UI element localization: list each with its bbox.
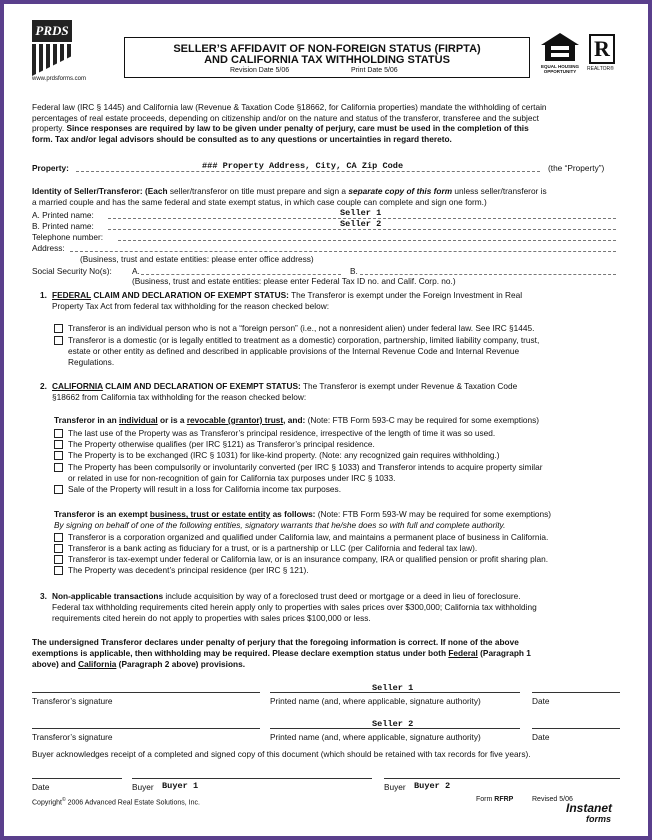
- section3-line3: requirements cited herein do not apply to properties with sales prices $100,000 or less.: [52, 613, 371, 623]
- buyer2-signature-line[interactable]: [384, 778, 620, 779]
- realtor-logo: [589, 34, 619, 78]
- identity-line2: a married couple and has the same federal and state exempt status, in which case couple can complete and sign one form.): [32, 197, 487, 207]
- section2-line2: §18662 from California tax withholding for the reason checked below:: [52, 392, 307, 402]
- printed-name-label-1: Printed name (and, where applicable, signature authority): [270, 696, 481, 706]
- date-label-1: Date: [532, 696, 550, 706]
- ssn-label: Social Security No(s):: [32, 266, 112, 276]
- federal-individual-text: Transferor is an individual person who is not a “foreign person” (i.e., not a nonresident alien) under federal law. See IRC §1445.: [68, 323, 535, 333]
- equal-housing-icon: [540, 32, 580, 62]
- business-entity-heading: Transferor is an exempt business, trust or estate entity as follows: (Note: FTB Form 593-W may be required for some exemptions): [54, 509, 552, 519]
- ssn-a-label: A.: [132, 266, 140, 276]
- ca-corporation-checkbox[interactable]: [54, 533, 63, 542]
- seller-b-label: B. Printed name:: [32, 221, 94, 231]
- federal-entity-line2: estate or other entity as defined and described in applicable provisions of the Internal Revenue Code and Internal Revenue: [68, 346, 520, 356]
- property-value[interactable]: ### Property Address, City, CA Zip Code: [202, 161, 404, 171]
- date-label-2: Date: [532, 732, 550, 742]
- ca-tax-exempt-checkbox[interactable]: [54, 555, 63, 564]
- ssn-note: (Business, trust and estate entities: please enter Federal Tax ID no. and Calif. Corp. no.): [132, 276, 456, 286]
- equal-housing-logo: [540, 32, 580, 76]
- revision-date: Revision Date 5/06: [230, 67, 290, 74]
- buyer1-signature-line[interactable]: [132, 778, 372, 779]
- seller-b-field[interactable]: [108, 229, 616, 230]
- instanet-brand-line2: forms: [586, 814, 612, 824]
- buyer2-name[interactable]: Buyer 2: [414, 781, 451, 791]
- section1-number: 1.: [40, 290, 47, 300]
- equal-housing-line1: EQUAL HOUSING: [541, 64, 579, 69]
- intro-line3: property. Since responses are required by law to be given under penalty of perjury, care must be used in the completion of this: [32, 123, 529, 134]
- realtor-label: REALTOR®: [587, 66, 614, 72]
- declaration-line3: above) and California (Paragraph 2 above) provisions.: [32, 659, 246, 669]
- prds-url[interactable]: www.prdsforms.com: [32, 76, 87, 82]
- prds-logo: [32, 20, 74, 66]
- seller-a-value[interactable]: Seller 1: [340, 208, 382, 218]
- buyer2-label: Buyer: [384, 782, 406, 792]
- federal-entity-line3: Regulations.: [68, 357, 115, 367]
- seller1-printed-name[interactable]: Seller 1: [372, 683, 414, 693]
- transferor-signature-line-2[interactable]: [32, 728, 260, 729]
- ca-principal-residence-text: The last use of the Property was as Transferor’s principal residence, irrespective of the length of time it was so used.: [68, 428, 496, 438]
- title-box: [124, 37, 530, 78]
- prds-logo-mark: PRDS: [32, 20, 72, 42]
- phone-field[interactable]: [118, 240, 616, 241]
- ca-corporation-text: Transferor is a corporation organized and qualified under California law, and maintains a permanent place of business in California.: [68, 532, 549, 542]
- buyer-date-label: Date: [32, 782, 50, 792]
- seller-a-label: A. Printed name:: [32, 210, 94, 220]
- ca-principal-residence-checkbox[interactable]: [54, 429, 63, 438]
- ca-exchange-checkbox[interactable]: [54, 451, 63, 460]
- ca-irc121-checkbox[interactable]: [54, 440, 63, 449]
- federal-entity-line1: Transferor is a domestic (or is legally entitled to treatment as a domestic) corporation, partnership, limited liability company, trust,: [68, 335, 540, 345]
- ca-tax-exempt-text: Transferor is tax-exempt under federal or California law, or is an insurance company, IRA or qualified pension or profit sharing plan.: [68, 554, 549, 564]
- section3-number: 3.: [40, 591, 47, 601]
- declaration-line1: The undersigned Transferor declares under penalty of perjury that the foregoing information is correct. If none of the above: [32, 637, 519, 647]
- transferor-signature-label-1: Transferor’s signature: [32, 696, 113, 706]
- intro-line2: percentages of real estate proceeds, depending on citizenship and/or on the nature and status of the transferor, transferee and the subject: [32, 112, 539, 123]
- realtor-r-icon: R: [589, 34, 615, 64]
- individual-trust-heading: Transferor in an individual or is a revocable (grantor) trust, and: (Note: FTB Form 593-C may be required for some exemptions): [54, 415, 540, 425]
- form-code: Form RFRP: [476, 796, 514, 803]
- phone-label: Telephone number:: [32, 232, 104, 242]
- buyer-date-line[interactable]: [32, 778, 122, 779]
- intro-line1: Federal law (IRC § 1445) and California law (Revenue & Taxation Code §18662, for California properties) mandate the withholding of certain: [32, 102, 547, 112]
- federal-entity-checkbox[interactable]: [54, 336, 63, 345]
- seller-b-value[interactable]: Seller 2: [340, 219, 382, 229]
- print-date: Print Date 5/06: [351, 67, 398, 74]
- ssn-a-field[interactable]: [141, 274, 341, 275]
- buyer1-name[interactable]: Buyer 1: [162, 781, 199, 791]
- ca-exchange-text: The Property is to be exchanged (IRC § 1031) for like-kind property. (Note: any recognized gain requires withholding.): [68, 450, 500, 460]
- instanet-brand-line1: Instanet: [566, 801, 613, 815]
- transferor-signature-label-2: Transferor’s signature: [32, 732, 113, 742]
- declaration-line2: exemptions is applicable, then withholding may be required. Please declare exemption status under both Federal (Paragraph 1: [32, 648, 531, 658]
- address-note: (Business, trust and estate entities: please enter office address): [80, 254, 314, 264]
- buyer-acknowledgment: Buyer acknowledges receipt of a completed and signed copy of this document (which should be retained with tax records for five years).: [32, 749, 531, 759]
- property-suffix: (the “Property”): [548, 163, 605, 173]
- identity-line1: Identity of Seller/Transferor: (Each seller/transferor on title must prepare and sign a separate copy of this form unless seller/transferor is: [32, 186, 547, 196]
- property-label: Property:: [32, 163, 69, 173]
- seller2-printed-name[interactable]: Seller 2: [372, 719, 414, 729]
- form-revised: Revised 5/06: [532, 796, 573, 803]
- equal-housing-line2: OPPORTUNITY: [543, 69, 577, 74]
- business-entity-warranty: By signing on behalf of one of the following entities, signatory warrants that he/she does so with full and complete authority.: [54, 520, 506, 530]
- address-field[interactable]: [70, 251, 616, 252]
- section1-heading: FEDERAL CLAIM AND DECLARATION OF EXEMPT STATUS: The Transferor is exempt under the Foreign Investment in Real: [52, 290, 523, 300]
- ssn-b-field[interactable]: [360, 274, 616, 275]
- ca-decedent-text: The Property was decedent’s principal residence (per IRC § 121).: [68, 565, 309, 575]
- property-field[interactable]: [76, 171, 540, 172]
- form-title-line2: AND CALIFORNIA TAX WITHHOLDING STATUS: [204, 54, 450, 66]
- printed-name-label-2: Printed name (and, where applicable, signature authority): [270, 732, 481, 742]
- federal-individual-checkbox[interactable]: [54, 324, 63, 333]
- ca-irc121-text: The Property otherwise qualifies (per IRC §121) as Transferor’s principal residence.: [68, 439, 375, 449]
- section1-line2: Property Tax Act from federal tax withholding for the reason checked below:: [52, 301, 330, 311]
- ca-bank-checkbox[interactable]: [54, 544, 63, 553]
- ca-loss-text: Sale of the Property will result in a loss for California income tax purposes.: [68, 484, 341, 494]
- date-line-2[interactable]: [532, 728, 620, 729]
- ca-loss-checkbox[interactable]: [54, 485, 63, 494]
- intro-line4: form. Tax and/or legal advisors should be consulted as to any questions or uncertainties in regard thereto.: [32, 133, 452, 144]
- ca-conversion-line2: or related in use for non-recognition of gain for California tax purposes under IRC § 1033.: [68, 473, 396, 483]
- buyer1-label: Buyer: [132, 782, 154, 792]
- ca-conversion-checkbox[interactable]: [54, 463, 63, 472]
- ssn-b-label: B.: [350, 266, 358, 276]
- intro-text: [32, 102, 624, 144]
- copyright: Copyright© 2006 Advanced Real Estate Solutions, Inc.: [32, 797, 200, 807]
- section2-heading: CALIFORNIA CLAIM AND DECLARATION OF EXEMPT STATUS: The Transferor is exempt under Revenue & Taxation Code: [52, 381, 518, 391]
- ca-decedent-checkbox[interactable]: [54, 566, 63, 575]
- form-title-line1: SELLER’S AFFIDAVIT OF NON-FOREIGN STATUS (FIRPTA): [173, 43, 481, 55]
- section3-line2: Federal tax withholding requirements cited herein apply only to properties with sales prices over $300,000; California tax withholding: [52, 602, 537, 612]
- ca-conversion-line1: The Property has been compulsorily or involuntarily converted (per IRC § 1033) and Transferor intends to acquire property similar: [68, 462, 543, 472]
- date-line-1[interactable]: [532, 692, 620, 693]
- section2-number: 2.: [40, 381, 47, 391]
- section3-heading: Non-applicable transactions include acquisition by way of a foreclosed trust deed or mortgage or a deed in lieu of foreclosure.: [52, 591, 521, 601]
- document-page: [4, 4, 648, 836]
- address-label: Address:: [32, 243, 65, 253]
- transferor-signature-line-1[interactable]: [32, 692, 260, 693]
- ca-bank-text: Transferor is a bank acting as fiduciary for a trust, or is a partnership or LLC (per California and federal tax law).: [68, 543, 478, 553]
